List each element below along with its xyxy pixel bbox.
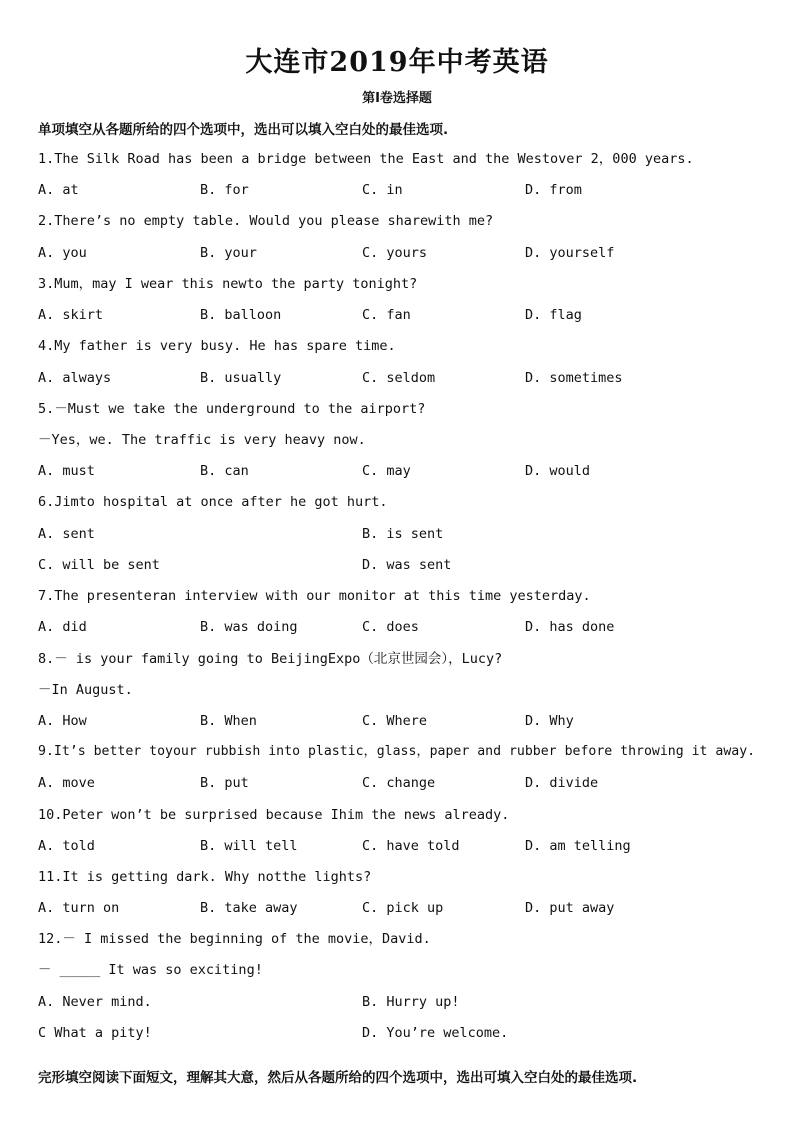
- question-stem: 6.Jimto hospital at once after he got hurt.: [38, 494, 388, 510]
- option-a: A. Never mind.: [38, 994, 152, 1010]
- section-title: 第I卷选择题: [362, 91, 432, 106]
- question-stem: 10.Peter won’t be surprised because Ihim the news already.: [38, 807, 510, 823]
- option-d: D. was sent: [362, 557, 452, 573]
- option-c: C. pick up: [362, 900, 444, 916]
- option-a: A. How: [38, 713, 87, 729]
- part2-instruction: 完形填空阅读下面短文，理解其大意，然后从各题所给的四个选项中，选出可填入空白处的最佳选项.: [38, 1070, 638, 1086]
- option-c: C. does: [362, 619, 419, 635]
- question-stem: 11.It is getting dark. Why notthe lights?: [38, 869, 372, 885]
- option-a: A. at: [38, 182, 79, 198]
- option-c: C. may: [362, 463, 411, 479]
- part1-instruction: 单项填空从各题所给的四个选项中，选出可以填入空白处的最佳选项.: [38, 122, 449, 138]
- option-d: D. divide: [525, 775, 599, 791]
- option-d: D. yourself: [525, 245, 615, 261]
- option-a: A. move: [38, 775, 95, 791]
- option-b: B. for: [200, 182, 249, 198]
- question-stem: 2.There’s no empty table. Would you please sharewith me?: [38, 213, 494, 229]
- option-b: B. Hurry up!: [362, 994, 460, 1010]
- option-c: C. will be sent: [38, 557, 160, 573]
- question-stem: 8.－ is your family going to BeijingExpo（北京世园会），Lucy?: [38, 651, 503, 667]
- option-b: B. take away: [200, 900, 298, 916]
- option-a: A. always: [38, 370, 112, 386]
- question-stem: 12.－ I missed the beginning of the movie，David.: [38, 931, 431, 947]
- option-b: B. put: [200, 775, 249, 791]
- option-d: D. Why: [525, 713, 574, 729]
- option-a: A. must: [38, 463, 95, 479]
- option-a: A. you: [38, 245, 87, 261]
- option-a: A. sent: [38, 526, 95, 542]
- option-b: B. was doing: [200, 619, 298, 635]
- option-c: C What a pity!: [38, 1025, 152, 1041]
- option-d: D. flag: [525, 307, 582, 323]
- option-d: D. from: [525, 182, 582, 198]
- option-a: A. skirt: [38, 307, 104, 323]
- option-c: C. Where: [362, 713, 428, 729]
- option-b: B. will tell: [200, 838, 298, 854]
- option-b: B. balloon: [200, 307, 282, 323]
- question-stem: 3.Mum，may I wear this newto the party tonight?: [38, 276, 418, 292]
- option-d: D. You’re welcome.: [362, 1025, 509, 1041]
- question-stem-reply: －In August.: [38, 682, 133, 698]
- question-stem: 7.The presenteran interview with our monitor at this time yesterday.: [38, 588, 591, 604]
- option-a: A. turn on: [38, 900, 120, 916]
- question-stem-reply: －Yes，we. The traffic is very heavy now.: [38, 432, 366, 448]
- question-stem: 5.－Must we take the underground to the airport?: [38, 401, 426, 417]
- option-b: B. usually: [200, 370, 282, 386]
- option-d: D. would: [525, 463, 591, 479]
- option-d: D. sometimes: [525, 370, 623, 386]
- option-b: B. can: [200, 463, 249, 479]
- option-c: C. in: [362, 182, 403, 198]
- option-b: B. is sent: [362, 526, 444, 542]
- option-b: B. your: [200, 245, 257, 261]
- option-a: A. told: [38, 838, 95, 854]
- option-d: D. has done: [525, 619, 615, 635]
- option-c: C. seldom: [362, 370, 436, 386]
- option-c: C. have told: [362, 838, 460, 854]
- question-stem: 1.The Silk Road has been a bridge between the East and the Westover 2，000 years.: [38, 151, 694, 167]
- page-title: 大连市2019年中考英语: [245, 47, 549, 78]
- option-d: D. put away: [525, 900, 615, 916]
- option-d: D. am telling: [525, 838, 631, 854]
- option-c: C. yours: [362, 245, 428, 261]
- option-c: C. change: [362, 775, 436, 791]
- question-stem: 4.My father is very busy. He has spare time.: [38, 338, 396, 354]
- option-b: B. When: [200, 713, 257, 729]
- question-stem-reply: － _____ It was so exciting!: [38, 962, 263, 978]
- question-stem: 9.It’s better toyour rubbish into plastic，glass，paper and rubber before throwing it away.: [38, 744, 756, 759]
- option-c: C. fan: [362, 307, 411, 323]
- option-a: A. did: [38, 619, 87, 635]
